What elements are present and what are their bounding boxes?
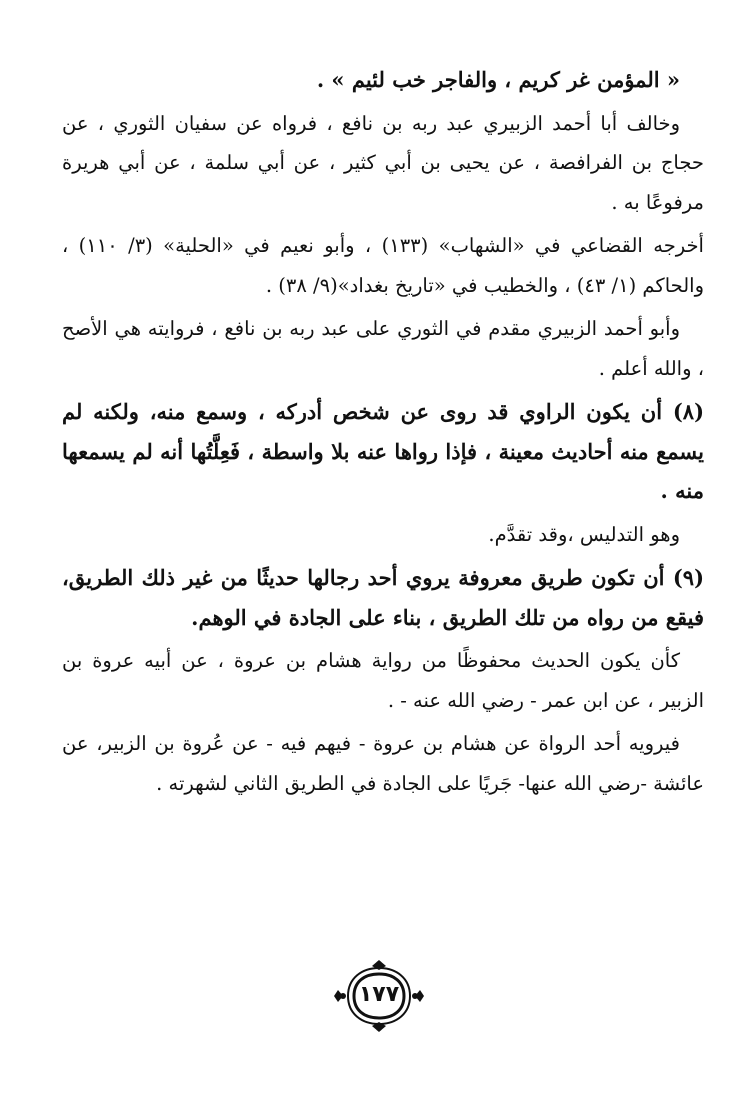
paragraph-takhrij: أخرجه القضاعي في «الشهاب» (١٣٣) ، وأبو نعيم في «الحلية» (٣/ ١١٠) ، والحاكم (١/ ٤٣) ، والخطيب في «تاريخ بغداد»(٩/ ٣٨) . (62, 234, 704, 297)
paragraph-example-error: فيرويه أحد الرواة عن هشام بن عروة - فيهم فيه - عن عُروة بن الزبير، عن عائشة -رضي الله عنها- جَريًا على الجادة في الطريق الثاني لشهرته . (62, 732, 704, 795)
paragraph-conclusion: وأبو أحمد الزبيري مقدم في الثوري على عبد ربه بن نافع ، فروايته هي الأصح ، والله أعلم . (62, 317, 704, 380)
page-number: ١٧٧ (358, 982, 400, 1007)
rule-nine: (٩) أن تكون طريق معروفة يروي أحد رجالها حديثًا من غير ذلك الطريق، فيقع من رواه من تلك الطريق ، بناء على الجادة في الوهم. (62, 565, 704, 630)
rule-eight: (٨) أن يكون الراوي قد روى عن شخص أدركه ، وسمع منه، ولكنه لم يسمع منه أحاديث معينة ، فإذا رواها عنه بلا واسطة ، فَعِلَّتُها أنه لم يسمعها منه . (62, 399, 704, 503)
page-footer (0, 960, 748, 1040)
paragraph-example: كأن يكون الحديث محفوظًا من رواية هشام بن عروة ، عن أبيه عروة بن الزبير ، عن ابن عمر - رضي الله عنه - . (62, 649, 704, 712)
hadith-quote: « المؤمن غر كريم ، والفاجر خب لئيم » . (316, 67, 680, 92)
page-body (62, 60, 704, 807)
paragraph-narration-variant: وخالف أبا أحمد الزبيري عبد ربه بن نافع ، فرواه عن سفيان الثوري ، عن حجاج بن الفرافصة ، عن يحيى بن أبي كثير ، عن أبي سلمة ، عن أبي هريرة مرفوعًا به . (62, 111, 704, 214)
paragraph-tadlis-note: وهو التدليس ،وقد تقدَّم. (488, 522, 680, 546)
